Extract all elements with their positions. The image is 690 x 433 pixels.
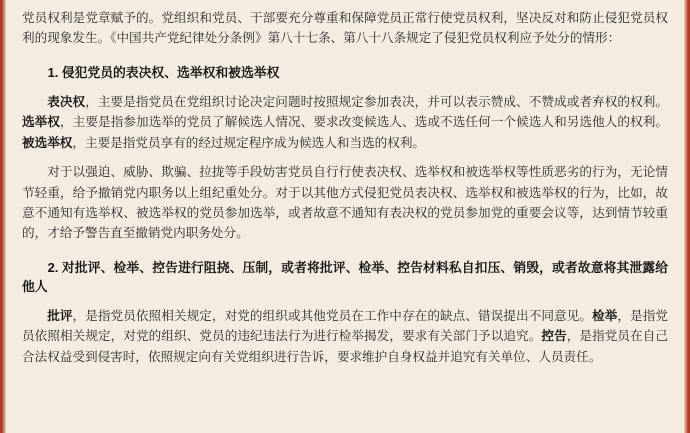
para-rights-definitions-run-0: 表决权 bbox=[47, 94, 86, 109]
para-rights-definitions-run-4: 被选举权 bbox=[22, 135, 73, 150]
para-rights-definitions-run-1: ，主要是指党员在党组织讨论决定问题时按照规定参加表决，并可以表示赞成、不赞成或者弃权的权利。 bbox=[85, 94, 669, 109]
para-definitions-2-run-4: 控告 bbox=[541, 329, 567, 344]
para-rights-definitions-run-5: ，主要是指党员享有的经过规定程序成为候选人和当选的权利。 bbox=[72, 135, 425, 150]
heading-1 bbox=[22, 63, 668, 82]
para-intro bbox=[22, 8, 668, 49]
heading-1-run-0: 1. 侵犯党员的表决权、选举权和被选举权 bbox=[47, 64, 280, 80]
para-punishment-run-0: 对于以强迫、威胁、欺骗、拉拢等手段妨害党员自行行使表决权、选举权和被选举权等性质恶劣的行为，无论情节轻重，给予撤销党内职务以上组纪重处分。对于以其他方式侵犯党员表决权、选举权和被选举权的行为，比如，故意不通知有选举权、被选举权的党员参加选举，或者故意不通知有表决权的党员参加党的重要会议等，达到情节较重的，才给予警告直至撤销党内职务处分。 bbox=[22, 165, 668, 241]
para-rights-definitions-run-3: ，主要是指参加选举的党员了解候选人情况、要求改变候选人、选或不选任何一个候选人和另选他人的权利。 bbox=[60, 115, 669, 130]
para-intro-run-0: 党员权利是党章赋予的。党组织和党员、干部要充分尊重和保障党员正常行使党员权利，坚决反对和防止侵犯党员权利的现象发生。《中国共产党纪律处分条例》第八十七条、第八十八条规定了侵犯党员权利应予处分的情形： bbox=[22, 11, 668, 46]
para-definitions-2-run-1: ，是指党员依照相关规定，对党的组织或其他党员在工作中存在的缺点、错误提出不同意见。 bbox=[72, 309, 593, 324]
heading-2-run-0: 2. 对批评、检举、控告进行阻挠、压制，或者将批评、检举、控告材料私自扣压、销毁，或者故意将其泄露给他人 bbox=[22, 259, 668, 294]
para-definitions-2-run-5: ，是指党员在自己合法权益受到侵害时，依照规定向有关党组织进行告诉，要求维护自身权益并追究有关单位、人员责任。 bbox=[22, 329, 669, 364]
para-rights-definitions bbox=[22, 92, 668, 153]
page-left-edge-decoration bbox=[0, 0, 6, 433]
para-definitions-2-run-3: ，是指党员依照相关规定，对党的组织、党员的违纪违法行为进行检举揭发，要求有关部门予以追究。 bbox=[22, 309, 669, 344]
para-punishment bbox=[22, 162, 668, 244]
heading-2 bbox=[22, 258, 668, 296]
para-definitions-2 bbox=[22, 306, 668, 367]
para-rights-definitions-run-2: 选举权 bbox=[22, 115, 61, 130]
document-body bbox=[22, 8, 668, 433]
para-definitions-2-run-0: 批评 bbox=[47, 309, 73, 324]
page-right-edge-decoration bbox=[684, 0, 690, 433]
para-definitions-2-run-2: 检举 bbox=[592, 309, 618, 324]
